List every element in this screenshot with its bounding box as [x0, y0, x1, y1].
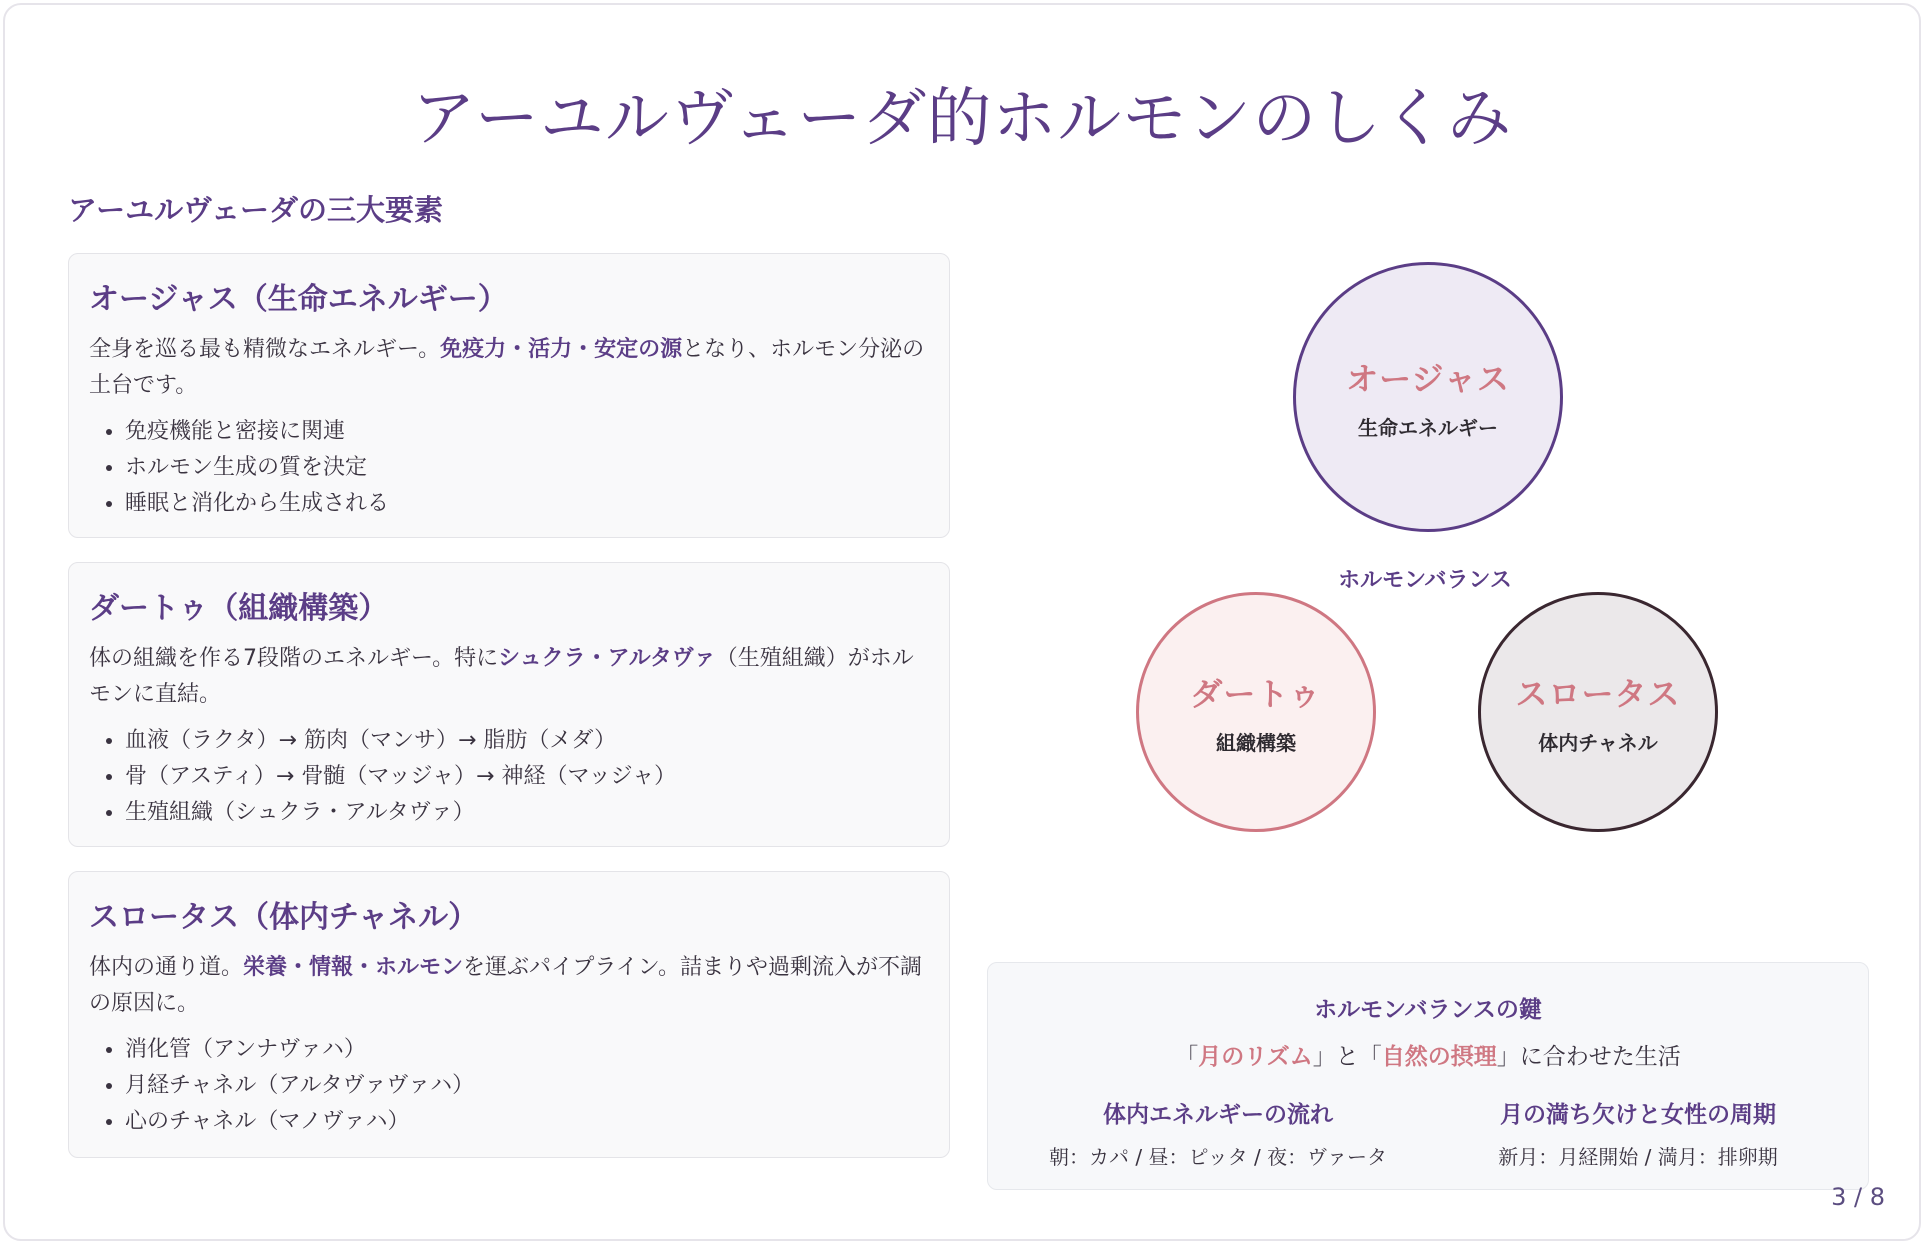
card-heading: ダートゥ（組織構築）	[89, 591, 389, 626]
circle-ojas	[1293, 262, 1563, 532]
list-item: • 骨（アスティ）→ 骨髄（マッジャ）→ 神経（マッジャ）	[125, 759, 929, 795]
list-item: • 免疫機能と密接に関連	[125, 414, 929, 450]
list-item: • 心のチャネル（マノヴァハ）	[125, 1104, 929, 1140]
card-description: 体内の通り道。栄養・情報・ホルモンを運ぶパイプライン。詰まりや過剰流入が不調の原因に。	[89, 955, 922, 1016]
card-srotas	[68, 871, 950, 1158]
card-bullet-list	[89, 1032, 929, 1140]
circle-subtitle: 体内チャネル	[1538, 730, 1658, 755]
circle-subtitle: 生命エネルギー	[1358, 415, 1498, 440]
column-text: 新月：月経開始 / 満月：排卵期	[1498, 1145, 1778, 1169]
balance-diagram	[1105, 250, 1745, 850]
page-title: アーユルヴェーダ的ホルモンのしくみ	[411, 82, 1513, 156]
column-text: 朝：カパ / 昼：ピッタ / 夜：ヴァータ	[1049, 1145, 1387, 1169]
list-item: • 生殖組織（シュクラ・アルタヴァ）	[125, 795, 929, 831]
list-item: • 血液（ラクタ）→ 筋肉（マンサ）→ 脂肪（メダ）	[125, 723, 929, 759]
circle-srotas	[1478, 592, 1718, 832]
card-bullet-list	[89, 414, 929, 522]
list-item: • ホルモン生成の質を決定	[125, 450, 929, 486]
card-heading: スロータス（体内チャネル）	[89, 900, 479, 935]
key-box-title: ホルモンバランスの鍵	[1314, 997, 1542, 1023]
slide	[3, 3, 1921, 1241]
hormone-balance-label: ホルモンバランス	[1338, 568, 1512, 593]
circle-name: スロータス	[1515, 674, 1681, 713]
circle-name: ダートゥ	[1190, 674, 1322, 713]
page-number: 3 / 8	[1831, 1183, 1885, 1211]
key-box-statement: 「月のリズム」と「自然の摂理」に合わせた生活	[1175, 1044, 1681, 1070]
moon-cycle-column	[1408, 1096, 1868, 1170]
card-ojas	[68, 253, 950, 538]
section-heading: アーユルヴェーダの三大要素	[68, 193, 443, 227]
column-heading: 月の満ち欠けと女性の周期	[1500, 1102, 1776, 1128]
circle-name: オージャス	[1346, 359, 1510, 398]
card-description: 体の組織を作る7段階のエネルギー。特にシュクラ・アルタヴァ（生殖組織）がホルモンに直結。	[89, 646, 914, 707]
card-dhatu	[68, 562, 950, 847]
energy-flow-column	[988, 1096, 1448, 1170]
key-box	[987, 962, 1869, 1190]
column-heading: 体内エネルギーの流れ	[1103, 1102, 1333, 1128]
card-description: 全身を巡る最も精微なエネルギー。免疫力・活力・安定の源となり、ホルモン分泌の土台です。	[89, 337, 925, 398]
card-heading: オージャス（生命エネルギー）	[89, 282, 508, 317]
circle-dhatu	[1136, 592, 1376, 832]
list-item: • 睡眠と消化から生成される	[125, 486, 929, 522]
list-item: • 月経チャネル（アルタヴァヴァハ）	[125, 1068, 929, 1104]
list-item: • 消化管（アンナヴァハ）	[125, 1032, 929, 1068]
circle-subtitle: 組織構築	[1216, 730, 1296, 755]
card-bullet-list	[89, 723, 929, 831]
